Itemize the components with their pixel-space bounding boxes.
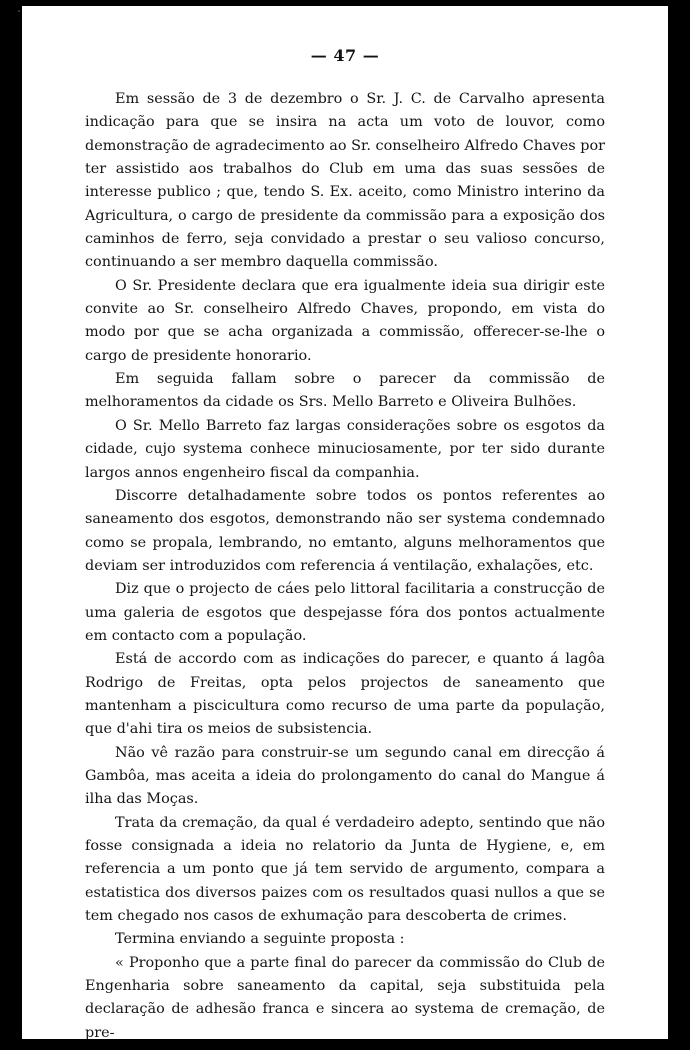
paragraph: O Sr. Presidente declara que era igualmente ideia sua dirigir este convite ao Sr. conselheiro Alfredo Chaves, propondo, em vista do modo por que se acha organizada a commissão, offerecer-se-lhe o cargo de presidente honorario. bbox=[85, 277, 605, 364]
paragraph: Trata da cremação, da qual é verdadeiro adepto, sentindo que não fosse consignada a ideia no relatorio da Junta de Hygiene, e, em referencia a um ponto que já tem servido de argumento, compara a estatistica dos diversos paizes com os resultados quasi nullos a que se tem chegado nos casos de exhumação para descoberta de crimes. bbox=[85, 814, 605, 925]
page-number: — 47 — bbox=[310, 46, 380, 65]
paragraph: Em sessão de 3 de dezembro o Sr. J. C. de Carvalho apresenta indicação para que se insira na acta um voto de louvor, como demonstração de agradecimento ao Sr. conselheiro Alfredo Chaves por ter assistido aos trabalhos do Club em uma das suas sessões de interesse publico ; que, tendo S. Ex. aceito, como Ministro interino da Agricultura, o cargo de presidente da commissão para a exposição dos caminhos de ferro, seja convidado a prestar o seu valioso concurso, continuando a ser membro daquella commissão. bbox=[85, 91, 605, 271]
document-page bbox=[22, 6, 668, 1039]
paragraph: Não vê razão para construir-se um segundo canal em direcção á Gambôa, mas aceita a ideia do prolongamento do canal do Mangue á ilha das Moças. bbox=[85, 744, 605, 808]
paragraph: Termina enviando a seguinte proposta : bbox=[115, 931, 405, 948]
paragraph: Está de accordo com as indicações do parecer, e quanto á lagôa Rodrigo de Freitas, opta pelos projectos de saneamento que mantenham a piscicultura como recurso de uma parte da população, que d'ahi tira os meios de subsistencia. bbox=[85, 651, 605, 738]
paragraph: Discorre detalhadamente sobre todos os pontos referentes ao saneamento dos esgotos, demonstrando não ser systema condemnado como se propala, lembrando, no emtanto, alguns melhoramentos que deviam ser introduzidos com referencia á ventilação, exhalações, etc. bbox=[85, 487, 605, 574]
paragraph: Em seguida fallam sobre o parecer da commissão de melhoramentos da cidade os Srs. Mello Barreto e Oliveira Bulhões. bbox=[85, 371, 605, 411]
paragraph: « Proponho que a parte final do parecer da commissão do Club de Engenharia sobre saneamento da capital, seja substituida pela declaração de adhesão franca e sincera ao systema de cremação, de pre- bbox=[85, 954, 605, 1039]
body-text bbox=[85, 88, 605, 1039]
scan-speck bbox=[18, 10, 20, 12]
paragraph: O Sr. Mello Barreto faz largas considerações sobre os esgotos da cidade, cujo systema conhece minuciosamente, por ter sido durante largos annos engenheiro fiscal da companhia. bbox=[85, 417, 605, 481]
paragraph: Diz que o projecto de cáes pelo littoral facilitaria a construcção de uma galeria de esgotos que despejasse fóra dos pontos actualmente em contacto com a população. bbox=[85, 581, 605, 644]
